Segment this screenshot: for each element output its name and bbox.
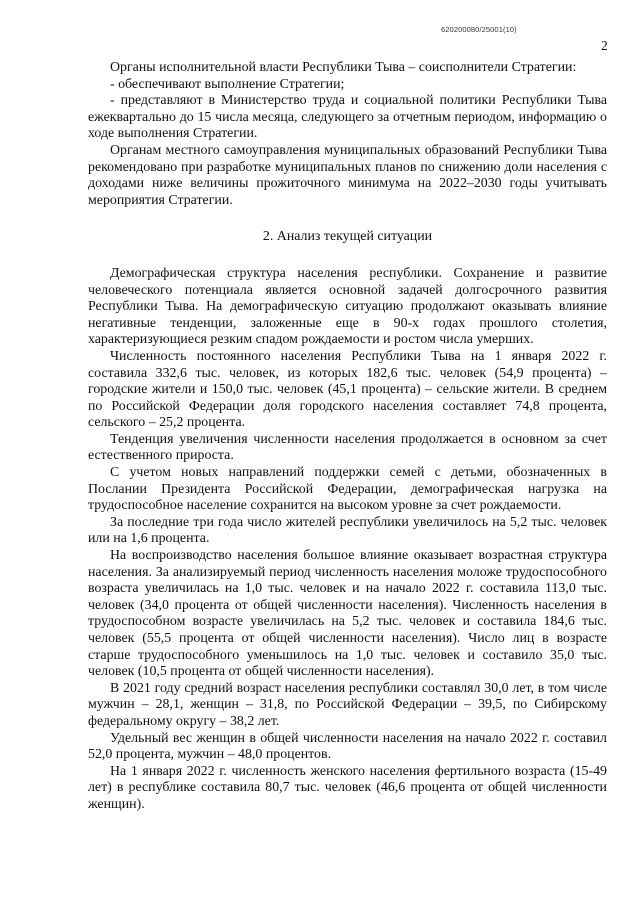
paragraph: Тенденция увеличения численности населения продолжается в основном за счет естественного прироста. bbox=[88, 431, 607, 464]
section-heading: 2. Анализ текущей ситуации bbox=[262, 229, 433, 245]
paragraph: С учетом новых направлений поддержки семей с детьми, обозначенных в Послании Президента Российской Федерации, демографическая нагрузка на трудоспособное население сохранится на высоком уровне за счет рождаемости. bbox=[88, 465, 607, 514]
paragraph: - представляют в Министерство труда и социальной политики Республики Тыва ежеквартально до 15 числа месяца, следующего за отчетным периодом, информацию о ходе выполнения Стратегии. bbox=[88, 93, 607, 142]
document-body bbox=[88, 60, 607, 814]
paragraph: Органам местного самоуправления муниципальных образований Республики Тыва рекомендовано при разработке муниципальных планов по снижению доли населения с доходами ниже величины прожиточного минимума на 2022–2030 годы учитывать мероприятия Стратегии. bbox=[88, 142, 607, 208]
paragraph: За последние три года число жителей республики увеличилось на 5,2 тыс. человек или на 1,6 процента. bbox=[88, 514, 607, 547]
paragraph: - обеспечивают выполнение Стратегии; bbox=[110, 76, 345, 92]
paragraph: Численность постоянного населения Республики Тыва на 1 января 2022 г. составила 332,6 тыс. человек, из которых 182,6 тыс. человек (54,9 процента) – городские жители и 150,0 тыс. человек (45,1 процента) – сельские жители. В среднем по Российской Федерации доля городского населения составляет 74,8 процента, сельского – 25,2 процента. bbox=[88, 348, 607, 431]
paragraph: Демографическая структура населения республики. Сохранение и развитие человеческого потенциала является основной задачей долгосрочного развития Республики Тыва. На демографическую ситуацию продолжают оказывать влияние негативные тенденции, заложенные еще в 90-х годах прошлого столетия, характеризующиеся резким спадом рождаемости и ростом числа умерших. bbox=[88, 265, 607, 348]
paragraph: В 2021 году средний возраст населения республики составлял 30,0 лет, в том числе мужчин – 28,1, женщин – 31,8, по Российской Федерации – 39,5, по Сибирскому федеральному округу – 38,2 лет. bbox=[88, 680, 607, 729]
paragraph: Органы исполнительной власти Республики Тыва – соисполнители Стратегии: bbox=[110, 60, 577, 75]
paragraph: На 1 января 2022 г. численность женского населения фертильного возраста (15-49 лет) в республике составила 80,7 тыс. человек (46,6 процента от общей численности женщин). bbox=[88, 763, 607, 812]
paragraph: На воспроизводство населения большое влияние оказывает возрастная структура населения. За анализируемый период численность населения моложе трудоспособного возраста увеличилась на 1,0 тыс. человек и на начало 2022 г. составила 113,0 тыс. человек (34,0 процента от общей численности населения). Численность населения в трудоспособном возрасте увеличилась на 5,2 тыс. человек и составила 184,6 тыс. человек (55,5 процента от общей численности населения). Число лиц в возрасте старше трудоспособного уменьшилось на 1,0 тыс. человек и составило 35,0 тыс. человек (10,5 процента от общей численности населения). bbox=[88, 548, 607, 680]
page-number: 2 bbox=[601, 38, 608, 53]
paragraph: Удельный вес женщин в общей численности населения на начало 2022 г. составил 52,0 процента, мужчин – 48,0 процентов. bbox=[88, 730, 607, 763]
document-registration-code: 620200080/25001(10) bbox=[441, 25, 517, 34]
